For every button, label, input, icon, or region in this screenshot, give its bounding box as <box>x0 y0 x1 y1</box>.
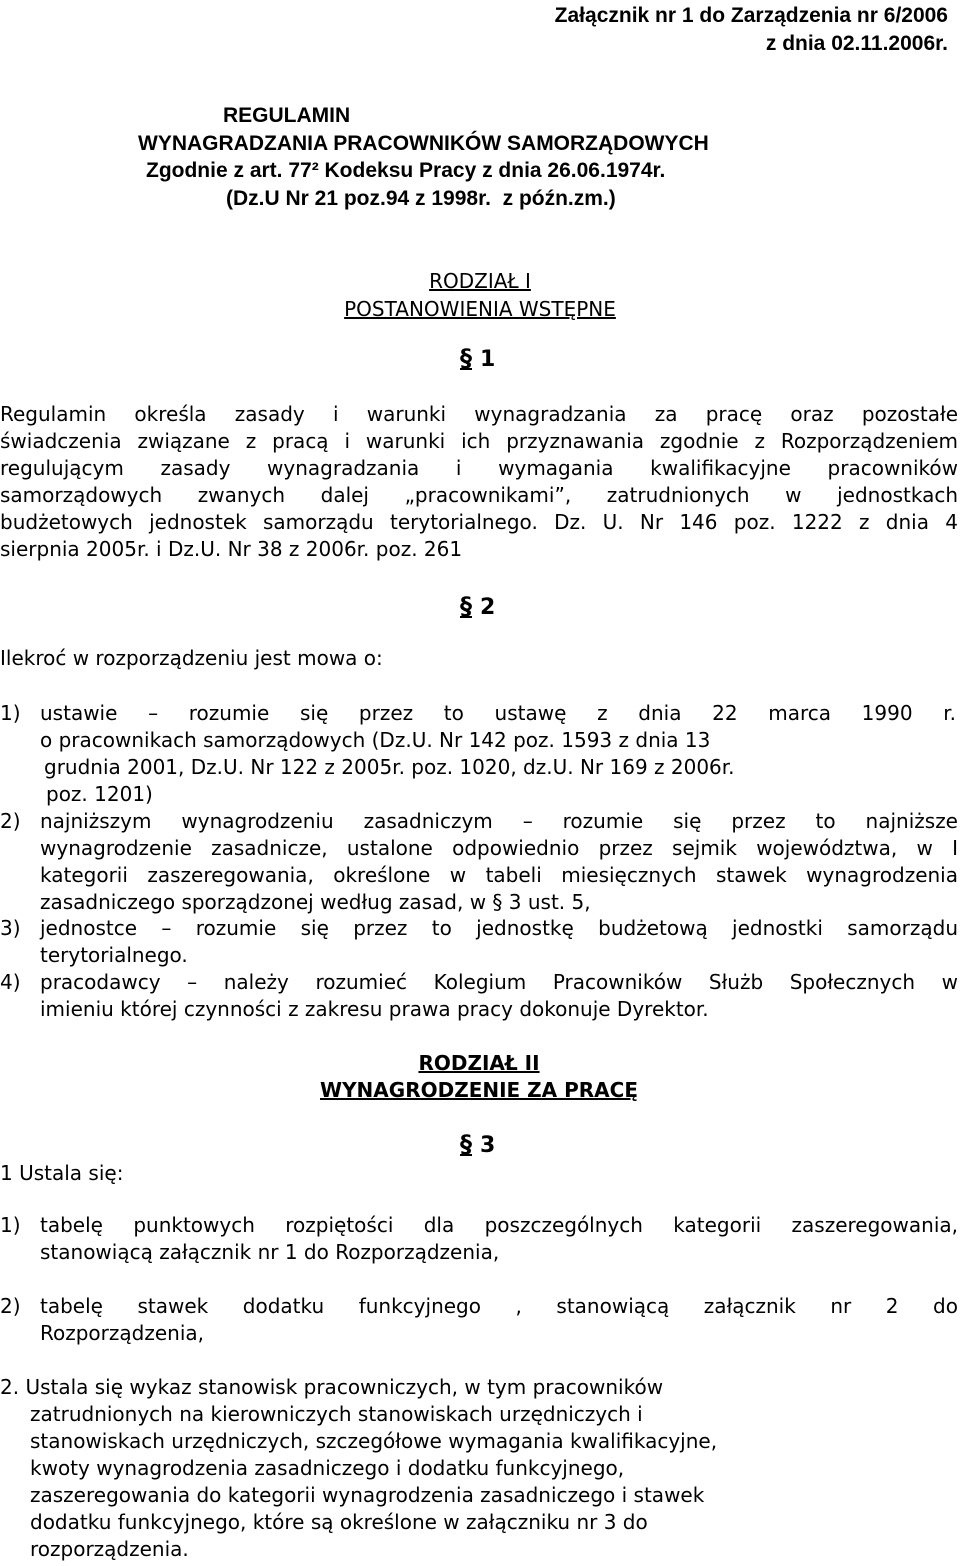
section-2-heading <box>460 592 495 620</box>
section-1-line: sierpnia 2005r. i Dz.U. Nr 38 z 2006r. poz. 261 <box>0 537 463 561</box>
section-1-body <box>0 401 958 563</box>
paragraph-line: kwoty wynagrodzenia zasadniczego i dodatku funkcyjnego, <box>30 1456 625 1480</box>
list-item <box>40 808 958 916</box>
regulation-title: REGULAMIN <box>223 104 351 127</box>
list-item-number: 4) <box>0 970 21 994</box>
paragraph-line: rozporządzenia. <box>30 1537 189 1561</box>
list-item-line: kategorii zaszeregowania, określone w tabeli miesięcznych stawek wynagrodzenia <box>40 863 958 887</box>
list-item-line: Rozporządzenia, <box>40 1321 204 1345</box>
list-item-line: tabelę punktowych rozpiętości dla poszczególnych kategorii zaszeregowania, <box>40 1213 958 1237</box>
section-2-intro: Ilekroć w rozporządzeniu jest mowa o: <box>0 646 383 670</box>
section-1-line: Regulamin określa zasady i warunki wynagradzania za pracę oraz pozostałe <box>0 402 958 426</box>
list-item-number: 1) <box>0 701 21 725</box>
section-symbol: § <box>460 592 472 620</box>
section-3-heading <box>460 1130 495 1158</box>
list-item <box>40 700 956 808</box>
section-symbol: § <box>460 344 472 372</box>
list-item-line: o pracownikach samorządowych (Dz.U. Nr 142 poz. 1593 z dnia 13 <box>40 728 711 752</box>
list-item <box>40 969 958 1023</box>
section-number: 1 <box>480 347 496 372</box>
list-item-line: jednostce – rozumie się przez to jednostkę budżetową jednostki samorządu <box>40 916 958 940</box>
paragraph-line: zaszeregowania do kategorii wynagrodzenia zasadniczego i stawek <box>30 1483 705 1507</box>
section-3-point-2 <box>0 1374 800 1563</box>
list-item-line: ustawie – rozumie się przez to ustawę z dnia 22 marca 1990 r. <box>40 701 956 725</box>
list-item-line: terytorialnego. <box>40 943 188 967</box>
list-item-line: stanowiącą załącznik nr 1 do Rozporządzenia, <box>40 1240 500 1264</box>
list-item <box>40 1293 958 1347</box>
list-item-line: pracodawcy – należy rozumieć Kolegium Pracowników Służb Społecznych w <box>40 970 958 994</box>
chapter-1-heading: RODZIAŁ I <box>429 269 531 293</box>
chapter-1-subheading: POSTANOWIENIA WSTĘPNE <box>344 297 616 321</box>
section-number: 3 <box>480 1133 496 1158</box>
list-item-number: 1) <box>0 1213 21 1237</box>
section-1-line: świadczenia związane z pracą i warunki ich przyznawania zgodnie z Rozporządzeniem <box>0 429 958 453</box>
section-3-intro: 1 Ustala się: <box>0 1161 124 1185</box>
list-item <box>40 1212 958 1266</box>
list-item-line: zasadniczego sporządzonej według zasad, w § 3 ust. 5, <box>40 890 591 914</box>
section-symbol: § <box>460 1130 472 1158</box>
section-1-line: samorządowych zwanych dalej „pracownikami”, zatrudnionych w jednostkach <box>0 483 958 507</box>
list-item-line: tabelę stawek dodatku funkcyjnego , stanowiącą załącznik nr 2 do <box>40 1294 958 1318</box>
list-item-line: najniższym wynagrodzeniu zasadniczym – rozumie się przez to najniższe <box>40 809 958 833</box>
paragraph-line: stanowiskach urzędniczych, szczegółowe wymagania kwalifikacyjne, <box>30 1429 718 1453</box>
paragraph-line: 2. Ustala się wykaz stanowisk pracowniczych, w tym pracowników <box>0 1375 664 1399</box>
list-item-line: grudnia 2001, Dz.U. Nr 122 z 2005r. poz. 1020, dz.U. Nr 169 z 2006r. <box>44 755 735 779</box>
section-1-line: budżetowych jednostek samorządu terytorialnego. Dz. U. Nr 146 poz. 1222 z dnia 4 <box>0 510 958 534</box>
chapter-2-heading: RODZIAŁ II <box>418 1051 540 1075</box>
list-item-number: 2) <box>0 809 21 833</box>
regulation-title-line2: WYNAGRADZANIA PRACOWNIKÓW SAMORZĄDOWYCH <box>138 132 709 155</box>
list-item <box>40 915 958 969</box>
attachment-header-line2: z dnia 02.11.2006r. <box>765 32 948 55</box>
paragraph-line: zatrudnionych na kierowniczych stanowiskach urzędniczych i <box>30 1402 643 1426</box>
chapter-2-subheading: WYNAGRODZENIE ZA PRACĘ <box>320 1078 638 1102</box>
list-item-line: poz. 1201) <box>46 782 153 806</box>
regulation-basis-line: Zgodnie z art. 77² Kodeksu Pracy z dnia 26.06.1974r. <box>146 159 666 182</box>
list-item-number: 2) <box>0 1294 21 1318</box>
list-item-line: wynagrodzenie zasadnicze, ustalone odpowiednio przez sejmik województwa, w I <box>40 836 958 860</box>
attachment-header-line1: Załącznik nr 1 do Zarządzenia nr 6/2006 <box>554 4 948 27</box>
section-1-heading <box>460 344 495 372</box>
list-item-number: 3) <box>0 916 21 940</box>
regulation-journal-ref: (Dz.U Nr 21 poz.94 z 1998r. z późn.zm.) <box>226 187 616 210</box>
paragraph-line: dodatku funkcyjnego, które są określone w załączniku nr 3 do <box>30 1510 648 1534</box>
list-item-line: imieniu której czynności z zakresu prawa pracy dokonuje Dyrektor. <box>40 997 709 1021</box>
section-1-line: regulującym zasady wynagradzania i wymagania kwalifikacyjne pracowników <box>0 456 958 480</box>
section-number: 2 <box>480 595 496 620</box>
